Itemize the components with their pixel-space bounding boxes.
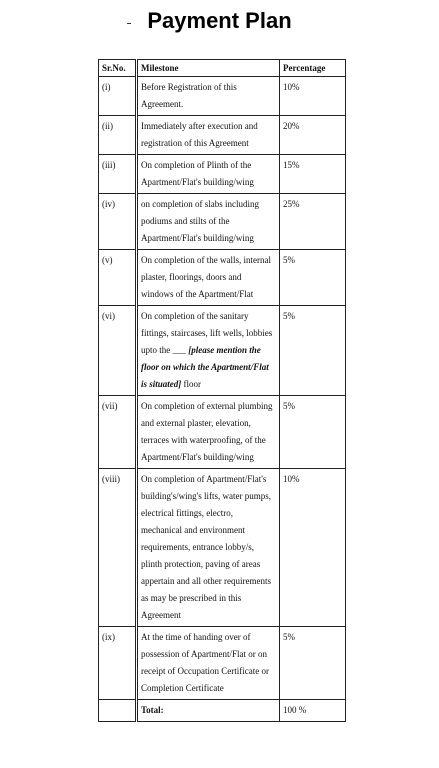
page-title: Payment Plan: [147, 8, 292, 33]
row-srno: (i): [99, 77, 137, 116]
table-header-row: [99, 60, 346, 77]
row-srno: (iv): [99, 194, 137, 250]
total-label: Total:: [137, 700, 280, 722]
row-milestone: On completion of the walls, internal plaster, floorings, doors and windows of the Apartment/Flat: [137, 250, 280, 306]
row-percentage: 20%: [280, 116, 346, 155]
row-milestone: On completion of Plinth of the Apartment/Flat's building/wing: [137, 155, 280, 194]
header-srno: Sr.No.: [99, 60, 137, 77]
table-row: [99, 194, 346, 250]
row-milestone: On completion of Apartment/Flat's building's/wing's lifts, water pumps, electrical fittings, electro, mechanical and environment requirements, entrance lobby/s, plinth protection, paving of areas appertain and all other requirements as may be prescribed in this Agreement: [137, 469, 280, 627]
table-row: [99, 155, 346, 194]
row-percentage: 5%: [280, 250, 346, 306]
row-milestone: Before Registration of this Agreement.: [137, 77, 280, 116]
row-percentage: 25%: [280, 194, 346, 250]
row-milestone: Immediately after execution and registration of this Agreement: [137, 116, 280, 155]
total-value: 100 %: [280, 700, 346, 722]
row-srno: (ix): [99, 627, 137, 700]
header-milestone: Milestone: [137, 60, 280, 77]
table-row: [99, 306, 346, 396]
floor-instruction-note: [please mention the floor on which the Apartment/Flat is situated]: [141, 345, 269, 389]
row-srno: (iii): [99, 155, 137, 194]
total-srno-empty: [99, 700, 137, 722]
row-percentage: 15%: [280, 155, 346, 194]
table-row: [99, 77, 346, 116]
row-percentage: 5%: [280, 396, 346, 469]
row-srno: (ii): [99, 116, 137, 155]
milestone-text-end: floor: [181, 379, 202, 389]
milestone-text: On completion of the sanitary fittings, staircases, lift wells, lobbies upto the ___: [141, 311, 273, 355]
row-milestone: On completion of external plumbing and external plaster, elevation, terraces with waterproofing, of the Apartment/Flat's building/wing: [137, 396, 280, 469]
row-percentage: 5%: [280, 627, 346, 700]
total-row: [99, 700, 346, 722]
row-percentage: 10%: [280, 469, 346, 627]
row-milestone: on completion of slabs including podiums and stilts of the Apartment/Flat's building/wing: [137, 194, 280, 250]
table-row: [99, 250, 346, 306]
row-srno: (v): [99, 250, 137, 306]
table-row: [99, 469, 346, 627]
payment-plan-table: [98, 59, 346, 722]
table-row: [99, 627, 346, 700]
header-percentage: Percentage: [280, 60, 346, 77]
table-row: [99, 116, 346, 155]
row-milestone: [137, 306, 280, 396]
row-percentage: 10%: [280, 77, 346, 116]
row-percentage: 5%: [280, 306, 346, 396]
table-row: [99, 396, 346, 469]
row-srno: (vi): [99, 306, 137, 396]
row-milestone: At the time of handing over of possession of Apartment/Flat or on receipt of Occupation Certificate or Completion Certificate: [137, 627, 280, 700]
row-srno: (viii): [99, 469, 137, 627]
row-srno: (vii): [99, 396, 137, 469]
